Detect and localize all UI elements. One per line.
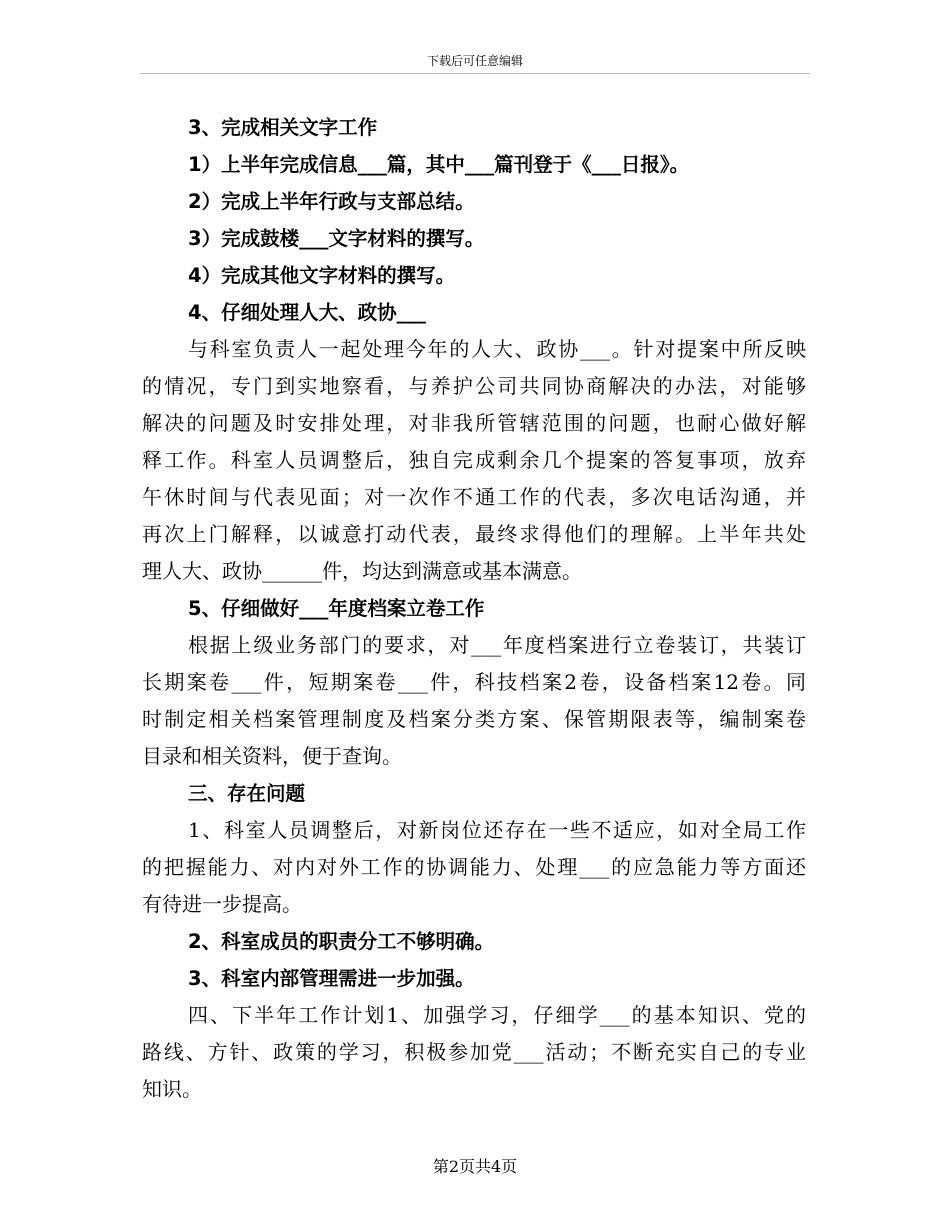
header-divider	[140, 73, 810, 74]
paragraph-line: 时制定相关档案管理制度及档案分类方案、保管期限表等，编制案卷	[142, 707, 806, 731]
paragraph-line: 长期案卷___件，短期案卷___件，科技档案2卷，设备档案12卷。同	[142, 670, 806, 694]
paragraph-line: 的情况，专门到实地察看，与养护公司共同协商解决的办法，对能够	[142, 374, 806, 398]
list-item: 2）完成上半年行政与支部总结。	[188, 190, 475, 213]
page-number: 第2页共4页	[432, 1157, 518, 1176]
list-item: 3）完成鼓楼___文字材料的撰写。	[188, 227, 485, 250]
paragraph-line: 路线、方针、政策的学习，积极参加党___活动；不断充实自己的专业	[142, 1040, 806, 1064]
paragraph-line: 午休时间与代表见面；对一次作不通工作的代表，多次电话沟通，并	[142, 485, 806, 509]
paragraph-line: 的把握能力、对内对外工作的协调能力、处理___的应急能力等方面还	[142, 855, 806, 879]
list-item: 1）上半年完成信息___篇，其中___篇刊登于《___日报》。	[188, 153, 690, 176]
section-heading-5: 5、仔细做好___年度档案立卷工作	[188, 597, 485, 620]
paragraph-line: 解决的问题及时安排处理，对非我所管辖范围的问题，也耐心做好解	[142, 411, 806, 435]
page-header: 下载后可任意编辑	[426, 54, 523, 68]
list-item: 3、科室内部管理需进一步加强。	[188, 967, 475, 990]
list-item: 2、科室成员的职责分工不够明确。	[188, 930, 495, 953]
paragraph-line: 根据上级业务部门的要求，对___年度档案进行立卷装订，共装订	[188, 633, 806, 657]
paragraph-line: 再次上门解释，以诚意打动代表，最终求得他们的理解。上半年共处	[142, 522, 806, 546]
document-body	[142, 109, 806, 1108]
list-item: 4）完成其他文字材料的撰写。	[188, 264, 456, 287]
paragraph-line: 与科室负责人一起处理今年的人大、政协___。针对提案中所反映	[188, 337, 806, 361]
paragraph-line: 理人大、政协______件，均达到满意或基本满意。	[142, 559, 582, 583]
section-heading-3: 3、完成相关文字工作	[188, 116, 378, 139]
paragraph-line: 目录和相关资料，便于查询。	[142, 744, 402, 768]
section-heading-problems: 三、存在问题	[188, 782, 306, 805]
paragraph-line: 1、科室人员调整后，对新岗位还存在一些不适应，如对全局工作	[188, 818, 806, 842]
paragraph-line: 知识。	[142, 1077, 202, 1101]
section-heading-4: 4、仔细处理人大、政协___	[188, 301, 426, 324]
paragraph-line: 有待进一步提高。	[142, 892, 302, 916]
paragraph-line: 四、下半年工作计划1、加强学习，仔细学___的基本知识、党的	[188, 1003, 806, 1027]
paragraph-line: 释工作。科室人员调整后，独自完成剩余几个提案的答复事项，放弃	[142, 448, 806, 472]
